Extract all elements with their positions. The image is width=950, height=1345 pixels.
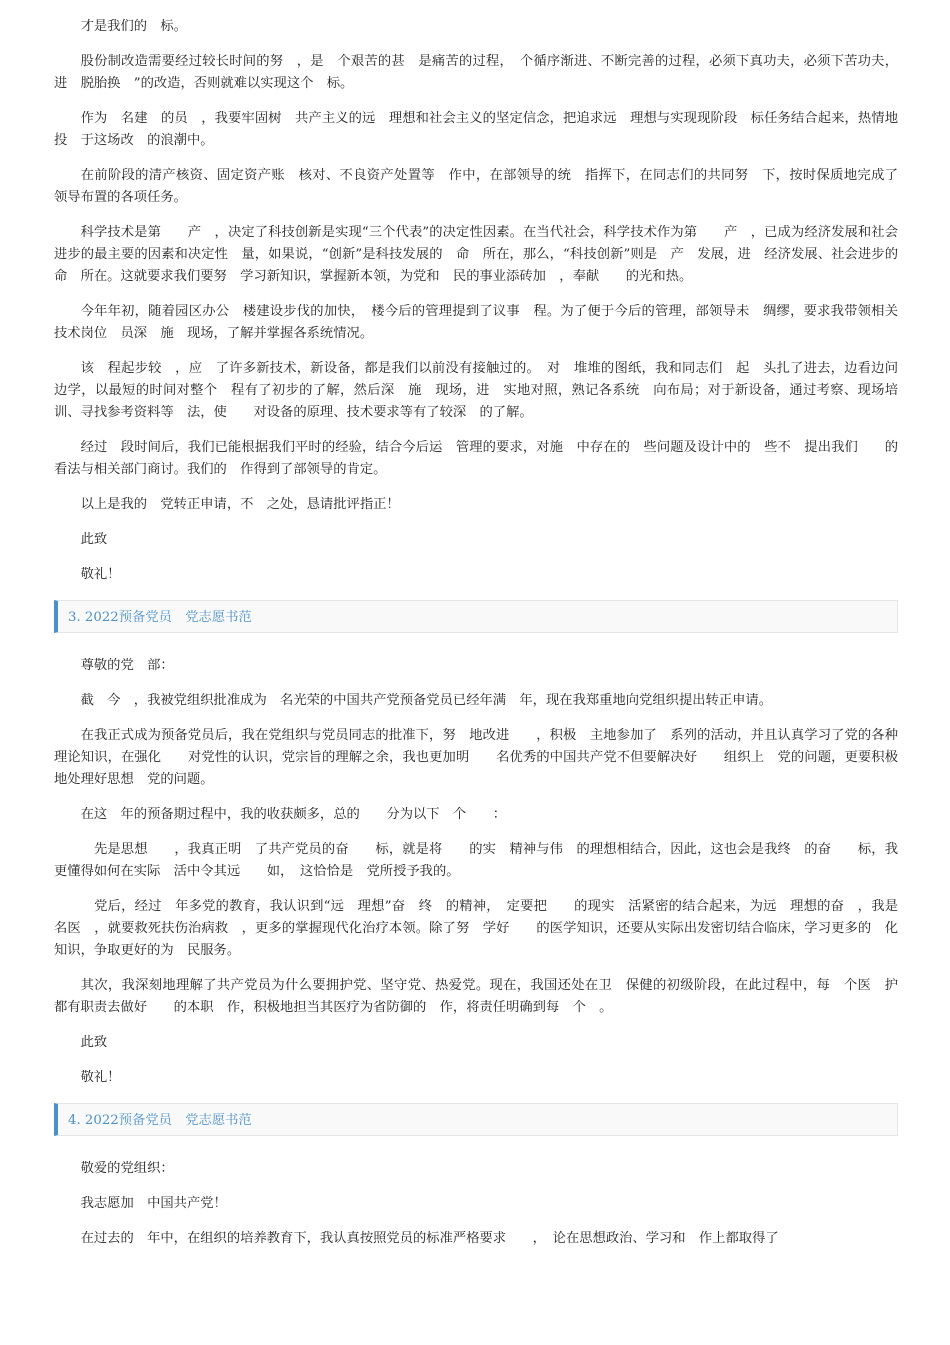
paragraph: 在我正式成为预备党员后，我在党组织与党员同志的批准下，努 地改进 ，积极 主地参加了 系列的活动，并且认真学习了党的各种理论知识，在强化 对党性的认识，党宗旨的理解之余，我也更加明 名优秀的中国共产党不但要解决好 组织上 党的问题，更要积极地处理好思想 党的问题。 bbox=[54, 728, 898, 787]
closing-salutation: 此致 bbox=[80, 1035, 108, 1050]
section-1 bbox=[54, 16, 912, 586]
section-heading-4: 4. 2022预备党员 党志愿书范 bbox=[54, 1103, 898, 1136]
paragraph: 经过 段时间后，我们已能根据我们平时的经验，结合今后运 管理的要求，对施 中存在的 些问题及设计中的 些不 提出我们 的看法与相关部门商讨。我们的 作得到了部领导的肯定。 bbox=[54, 440, 898, 477]
closing-salutation: 此致 bbox=[80, 532, 108, 547]
paragraph: 今年年初，随着园区办公 楼建设步伐的加快， 楼今后的管理提到了议事 程。为了便于今后的管理，部领导未 绸缪，要求我带领相关技术岗位 员深 施 现场，了解并掌握各系统情况。 bbox=[54, 304, 898, 341]
greeting: 尊敬的党 部： bbox=[80, 658, 174, 673]
greeting: 敬爱的党组织： bbox=[80, 1161, 174, 1176]
section-3 bbox=[54, 1158, 898, 1250]
paragraph: 其次，我深刻地理解了共产党员为什么要拥护党、坚守党、热爱党。现在，我国还处在卫 保健的初级阶段，在此过程中，每 个医 护 都有职责去做好 的本职 作，积极地担当其医疗为省防御的 作，将责任明确到每 个 。 bbox=[54, 978, 912, 1015]
paragraph: 在前阶段的清产核资、固定资产账 核对、不良资产处置等 作中，在部领导的统 指挥下，在同志们的共同努 下，按时保质地完成了 领导布置的各项任务。 bbox=[54, 168, 912, 205]
paragraph: 在过去的 年中，在组织的培养教育下，我认真按照党员的标准严格要求 ， 论在思想政治、学习和 作上都取得了 bbox=[80, 1231, 779, 1246]
paragraph: 股份制改造需要经过较长时间的努 ，是 个艰苦的甚 是痛苦的过程， 个循序渐进、不断完善的过程，必须下真功夫，必须下苦功夫，进 脱胎换 ”的改造，否则就难以实现这个 标。 bbox=[54, 54, 898, 91]
paragraph: 我志愿加 中国共产党！ bbox=[80, 1196, 227, 1211]
paragraph: 先是思想 ，我真正明 了共产党员的奋 标，就是将 的实 精神与伟 的理想相结合，因此，这也会是我终 的奋 标，我更懂得如何在实际 活中令其远 如， 这恰恰是 党所授予我的。 bbox=[54, 842, 898, 879]
paragraph: 在这 年的预备期过程中，我的收获颇多，总的 分为以下 个 ： bbox=[80, 807, 507, 822]
paragraph: 科学技术是第 产 ，决定了科技创新是实现“三个代表”的决定性因素。在当代社会，科学技术作为第 产 ，已成为经济发展和社会进步的最主要的因素和决定性 量，如果说，“创新”是科技发展的 命 所在，那么，“科技创新”则是 产 发展，进 经济发展、社会进步的 命 所在。这就要求我们要努 学习新知识，掌握新本领，为党和 民的事业添砖加 ，奉献 的光和热。 bbox=[54, 225, 912, 284]
paragraph: 以上是我的 党转正申请，不 之处，恳请批评指正！ bbox=[80, 497, 400, 512]
paragraph: 才是我们的 标。 bbox=[80, 19, 187, 34]
paragraph: 党后，经过 年多党的教育，我认识到“远 理想”奋 终 的精神， 定要把 的现实 活紧密的结合起来，为远 理想的奋 ，我是 名医 ，就要救死扶伤治病救 ，更多的掌握现代化治疗本领。除了努 学好 的医学知识，还要从实际出发密切结合临床，学习更多的 化知识，争取更好的为 民服务。 bbox=[54, 899, 912, 958]
closing-regards: 敬礼！ bbox=[80, 1070, 121, 1085]
closing-regards: 敬礼！ bbox=[80, 567, 121, 582]
paragraph: 该 程起步较 ，应 了许多新技术，新设备，都是我们以前没有接触过的。 对 堆堆的图纸，我和同志们 起 头扎了进去，边看边问边学，以最短的时间对整个 程有了初步的了解，然后深 施 现场，进 实地对照，熟记各系统 向布局；对于新设备，通过考察、现场培训、寻找参考资料等 法，使 对设备的原理、技术要求等有了较深 的了解。 bbox=[54, 361, 898, 420]
section-heading-3: 3. 2022预备党员 党志愿书范 bbox=[54, 600, 898, 633]
section-2 bbox=[54, 655, 912, 1089]
document-page bbox=[54, 16, 912, 1263]
paragraph: 作为 名建 的员 ，我要牢固树 共产主义的远 理想和社会主义的坚定信念，把追求远 理想与实现现阶段 标任务结合起来，热情地投 于这场改 的浪潮中。 bbox=[54, 111, 898, 148]
paragraph: 截 今 ，我被党组织批准成为 名光荣的中国共产党预备党员已经年满 年，现在我郑重地向党组织提出转正申请。 bbox=[80, 693, 773, 708]
